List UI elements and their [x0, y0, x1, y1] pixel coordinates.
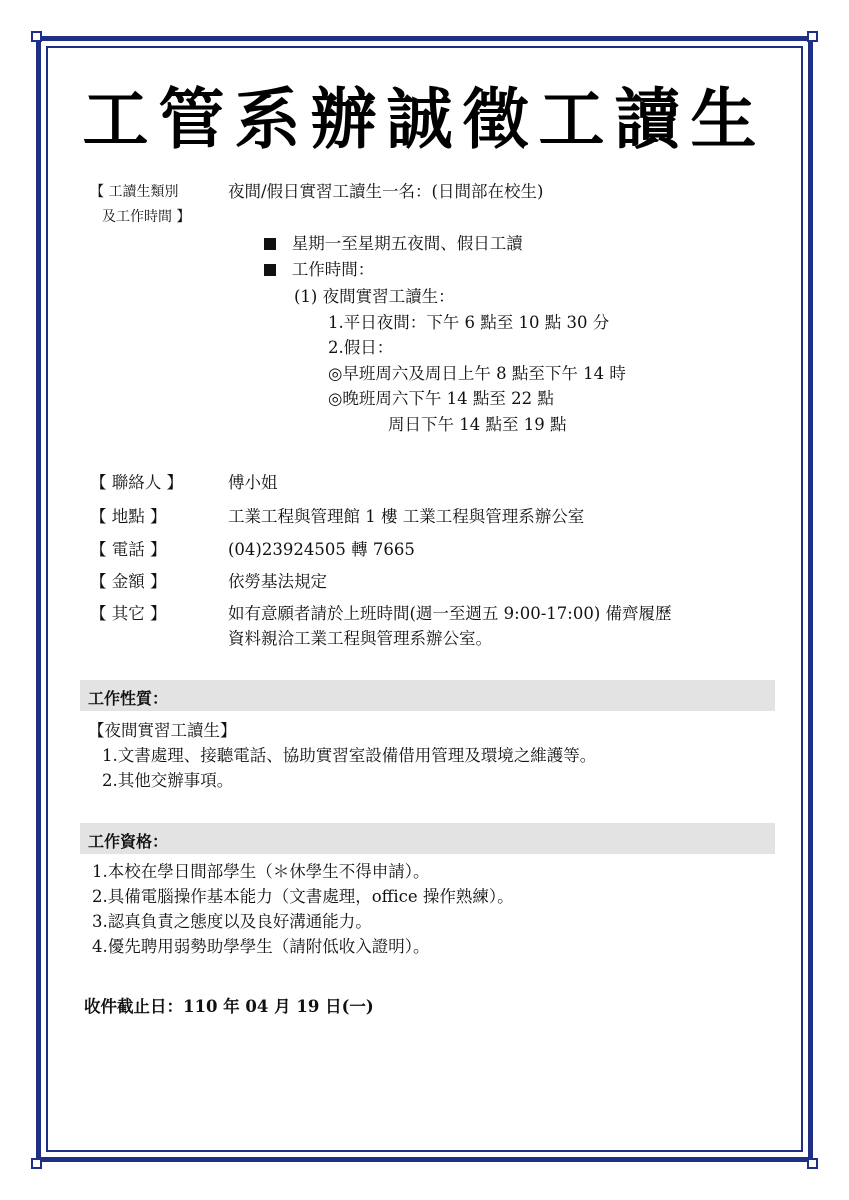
corner-ornament	[31, 31, 42, 42]
nature-heading: 工作性質：	[88, 689, 169, 708]
contact-value: 傅小姐	[228, 473, 278, 492]
corner-ornament	[807, 31, 818, 42]
pay-label: 【 金額 】	[90, 572, 167, 591]
square-bullet-icon	[264, 264, 276, 276]
phone-value: (04)23924505 轉 7665	[228, 540, 415, 559]
bullet-item: 星期一至星期五夜間、假日工讀	[264, 234, 523, 254]
qualifications-heading: 工作資格：	[88, 832, 169, 851]
category-value: 夜間/假日實習工讀生一名：(日間部在校生)	[228, 182, 544, 201]
qualification-item: 4.優先聘用弱勢助學學生（請附低收入證明）。	[92, 937, 430, 956]
schedule-line: 1.平日夜間：下午 6 點至 10 點 30 分	[328, 313, 610, 332]
nature-item: 1.文書處理、接聽電話、協助實習室設備借用管理及環境之維護等。	[102, 746, 597, 765]
schedule-line: 周日下午 14 點至 19 點	[388, 415, 567, 434]
bullet-item: 工作時間：	[264, 260, 374, 280]
corner-ornament	[807, 1158, 818, 1169]
square-bullet-icon	[264, 238, 276, 250]
phone-label: 【 電話 】	[90, 540, 167, 559]
schedule-heading: (1) 夜間實習工讀生：	[294, 287, 455, 306]
schedule-line: ◎早班周六及周日上午 8 點至下午 14 時	[328, 364, 626, 383]
qualification-item: 1.本校在學日間部學生（＊休學生不得申請）。	[92, 862, 430, 881]
nature-heading-band	[80, 680, 775, 711]
other-value: 如有意願者請於上班時間(週一至週五 9:00-17:00) 備齊履歷	[228, 604, 672, 623]
location-value: 工業工程與管理館 1 樓 工業工程與管理系辦公室	[228, 507, 585, 526]
qualification-item: 3.認真負責之態度以及良好溝通能力。	[92, 912, 372, 931]
nature-item: 2.其他交辦事項。	[102, 771, 234, 790]
corner-ornament	[31, 1158, 42, 1169]
deadline: 收件截止日：110 年 04 月 19 日(一)	[84, 997, 374, 1016]
contact-label: 【 聯絡人 】	[90, 473, 183, 492]
category-label: 【 工讀生類別	[90, 184, 179, 200]
schedule-line: ◎晚班周六下午 14 點至 22 點	[328, 389, 554, 408]
qualifications-heading-band	[80, 823, 775, 854]
nature-subheading: 【夜間實習工讀生】	[88, 721, 237, 740]
other-value-line2: 資料親洽工業工程與管理系辦公室。	[228, 629, 492, 648]
qualification-item: 2.具備電腦操作基本能力（文書處理，office 操作熟練）。	[92, 887, 514, 906]
page-title: 工管系辦誠徵工讀生	[82, 80, 767, 158]
category-label-line2: 及工作時間 】	[102, 209, 191, 225]
location-label: 【 地點 】	[90, 507, 167, 526]
pay-value: 依勞基法規定	[228, 572, 327, 591]
other-label: 【 其它 】	[90, 604, 167, 623]
schedule-line: 2.假日：	[328, 338, 394, 357]
